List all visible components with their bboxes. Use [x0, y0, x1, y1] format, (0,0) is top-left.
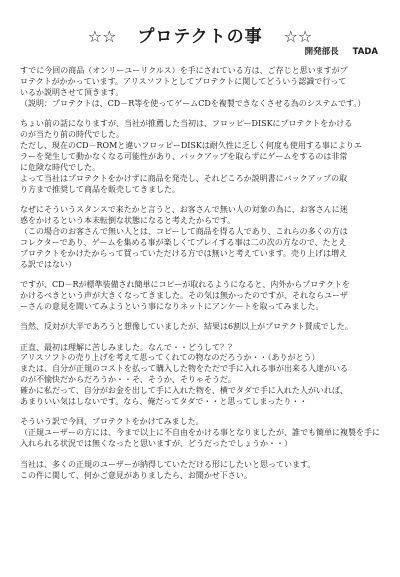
text-line: そういう訳で今回、プロテクトをかけてみました。 — [20, 417, 204, 427]
paragraph — [20, 343, 386, 408]
text-line: り方まで推奨して商品を販売してきました。 — [20, 184, 180, 194]
page-title — [0, 22, 400, 47]
paragraph — [20, 205, 386, 270]
text-line: よって当社はプロテクトをかけずに商品を発売し、それどころか説明書にバックアップの取 — [20, 173, 348, 183]
text-line: いるか説明させて頂きます。 — [20, 87, 124, 97]
paragraph — [20, 66, 386, 110]
text-line: 当社は、多くの正規のユーザーが納得していただける形にしたいと思っています。 — [20, 459, 316, 469]
article-body — [20, 66, 386, 491]
paragraph — [20, 460, 386, 482]
text-line: あまりいい気はしないです。なら、俺だってタダで・・と思ってしまったり・・ — [20, 397, 308, 407]
text-line: ですが、CD－Rが標準装備され簡単にコピーが取れるようになると、内外からプロテクトを — [20, 279, 350, 289]
text-line: 確かに私だって、自分がお金を出して手に入れた物を、横でタダで手に入れた人がいれば、 — [20, 386, 348, 396]
paragraph — [20, 280, 386, 313]
author-name: TADA — [352, 47, 378, 57]
text-line: ちょい前の話になりますが、当社が推薦した当初は、フロッピーDISKにプロテクトをかける — [20, 119, 353, 129]
text-line: すでに今回の商品（オンリーユーリクルス）を手にされている方は、ご存じと思いますがプ — [20, 66, 348, 75]
text-line: 当然、反対が大半であろうと想像していましたが、結果は6割以上がプロテクト賛成でした。 — [20, 322, 353, 332]
author-credit — [305, 45, 378, 57]
text-line: 入れられる状況では無くなったと思いますが、どうだったでしょうか・・） — [20, 439, 292, 449]
text-line: のが不愉快だからだろうか・・そ、そうか、そりゃそうだ。 — [20, 375, 236, 385]
text-line: アリスソフトの売り上げを考えて思ってくれての物なのだろうか・・（ありがとう） — [20, 353, 320, 363]
text-line: （この場合のお客さんで無い人とは、コピーして商品を得る人であり、これらの多くの方は — [20, 226, 348, 236]
text-line: ただし、現在のCD－ROMと違いフロッピーDISKは耐久性に乏しく何度も使用する事によりエ — [20, 140, 362, 150]
text-line: 正直、最初は理解に苦しみました。なんで・・どうして？？ — [20, 342, 236, 352]
paragraph — [20, 417, 386, 450]
text-line: （説明：プロテクトは、CD－R等を使ってゲームCDを複製できなくさせる為のシステムです。） — [20, 98, 366, 108]
paragraph — [20, 322, 386, 333]
text-line: なぜにそういうスタンスで来たかと言うと、お客さんで無い人の対象の為に、お客さんに迷 — [20, 204, 348, 214]
text-line: プロテクトをかけたからって買っていただける方では無いと考えています。売り上げは増え — [20, 248, 348, 258]
text-line: この件に関して、何かご意見がありましたら、お聞かせ下さい。 — [20, 470, 252, 480]
text-line: コレクターであり、ゲームを集める事が楽しくてプレイする事は二の次の方なので、たとえ — [20, 237, 347, 247]
text-line: のが当たり前の時代でした。 — [20, 130, 124, 140]
title-text: プロテクトの事 — [137, 27, 263, 47]
text-line: る訳ではない） — [20, 259, 76, 269]
text-line: に危険な時代でした。 — [20, 162, 100, 172]
text-line: 惑をかけるという本末転倒な状態になると考えたからです。 — [20, 215, 236, 225]
author-department: 開発部長 — [304, 47, 339, 57]
star-icon-left: ☆☆ — [87, 27, 117, 46]
text-line: かけるべきという声が大きくなってきました。その気は無かったのですが、それならユーザ — [20, 290, 348, 300]
text-line: ラーを発生して動かなくなる可能性があり、バックアップを取らずにゲームをするのは非常 — [20, 151, 348, 161]
text-line: または、自分が正規のコストを払って購入した物をただで手に入れる事が出来る人達がいる — [20, 364, 348, 374]
text-line: ーさんの意見を聞いてみようという事になりネットにアンケートを取ってみました。 — [20, 301, 324, 311]
star-icon-right: ☆☆ — [283, 27, 313, 46]
text-line: （正規ユーザーの方には、今まで以上に不自由をかける事となりましたが、誰でも簡単に複製を手に — [20, 428, 380, 438]
paragraph — [20, 119, 386, 195]
text-line: ロテクトがかかっています。アリスソフトとしてプロテクトに関してどういう認識で行って — [20, 76, 347, 86]
